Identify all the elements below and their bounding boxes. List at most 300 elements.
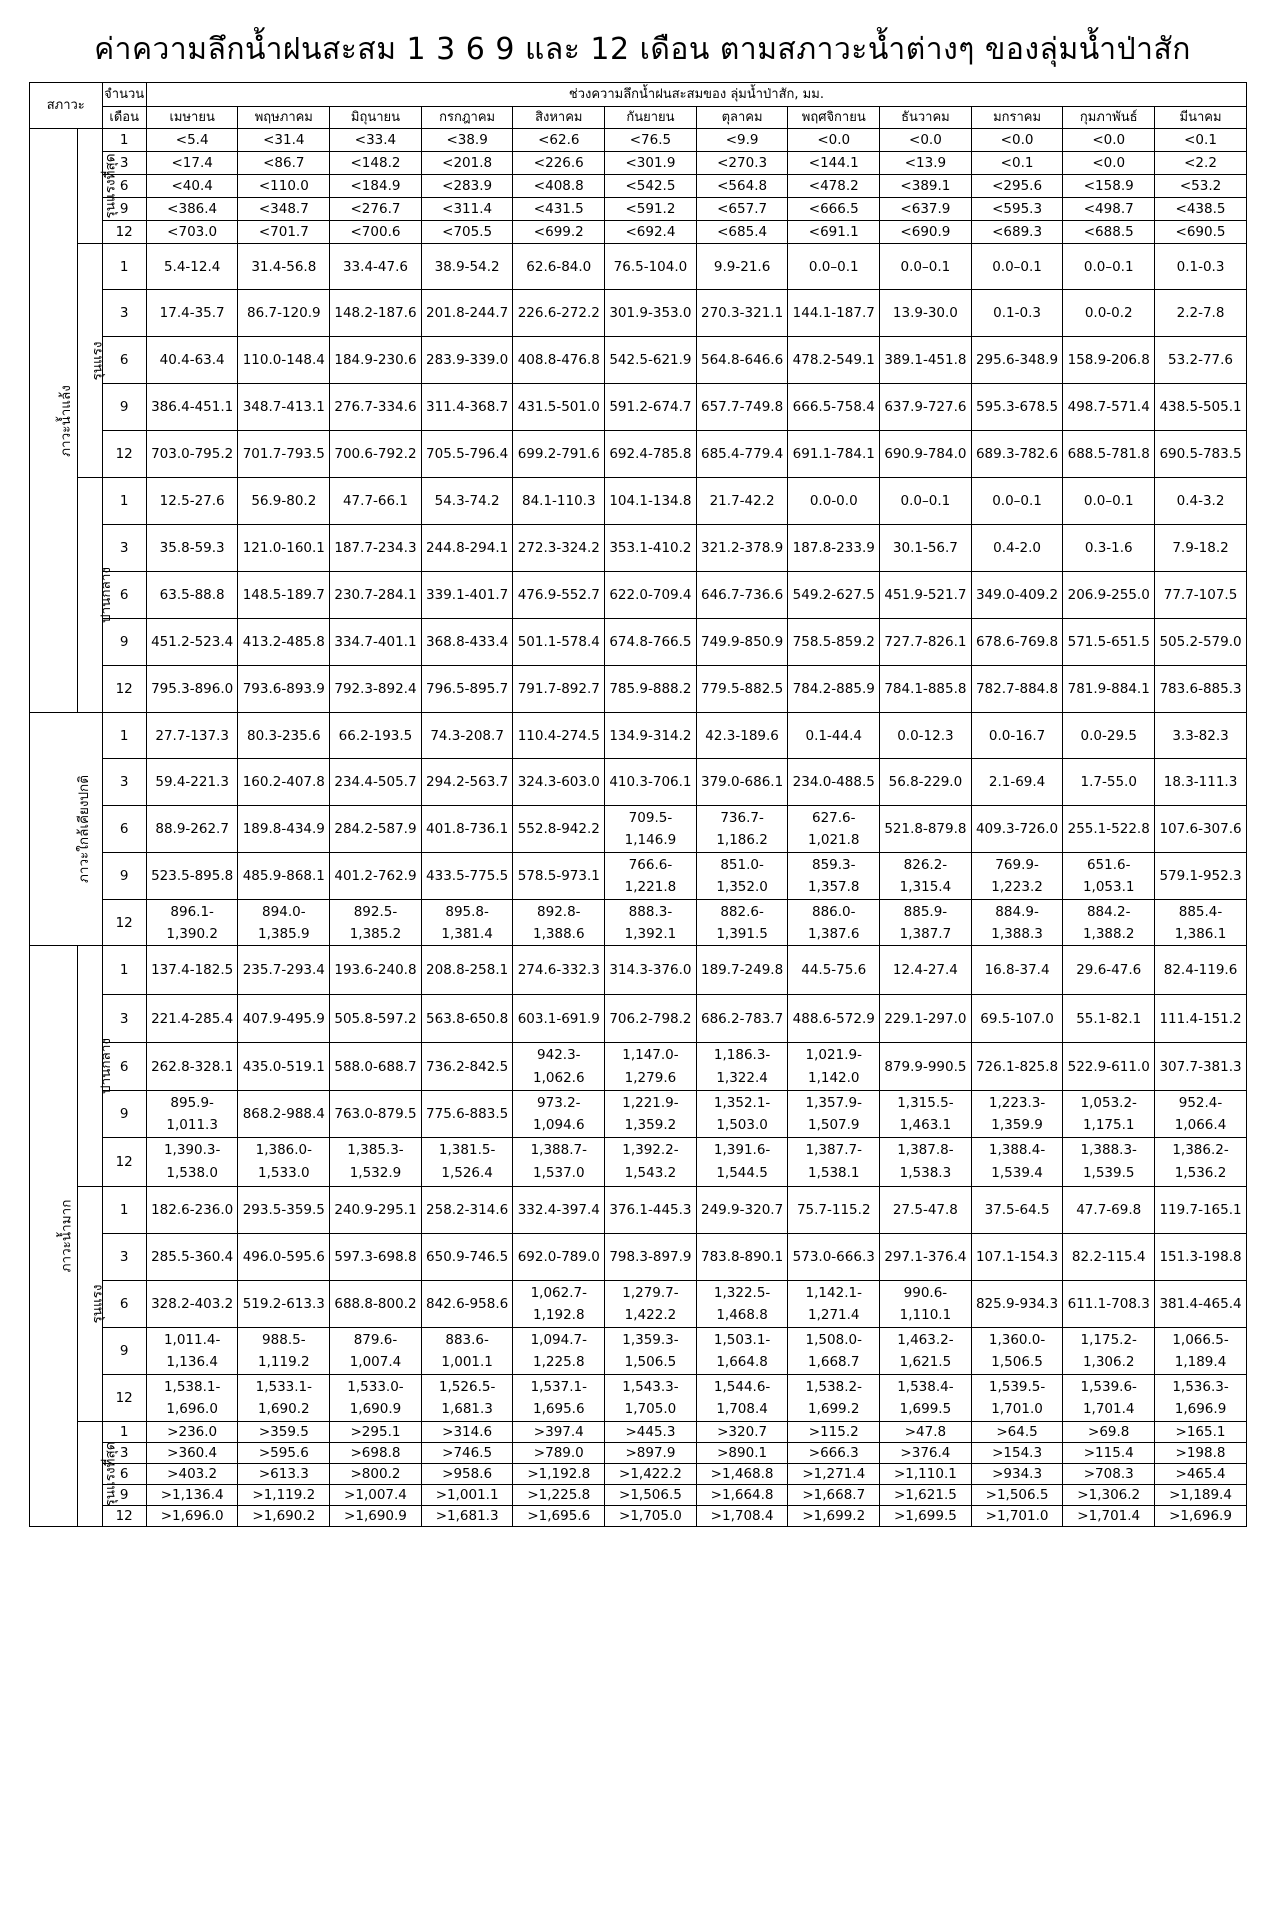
- rainfall-cell: 0.3-1.6: [1063, 525, 1155, 572]
- rainfall-cell: 55.1-82.1: [1063, 995, 1155, 1043]
- rainfall-cell: 42.3-189.6: [696, 713, 788, 759]
- rainfall-cell: 591.2-674.7: [605, 384, 697, 431]
- rainfall-cell: 0.4-3.2: [1155, 478, 1247, 525]
- rainfall-cell: >1,468.8: [696, 1464, 788, 1485]
- table-row: [30, 572, 1247, 619]
- rainfall-cell: 1,392.2- 1,543.2: [605, 1138, 697, 1187]
- rainfall-cell: 244.8-294.1: [421, 525, 513, 572]
- rainfall-cell: 0.0–0.1: [971, 244, 1063, 290]
- rainfall-cell: <201.8: [421, 152, 513, 175]
- rainfall-cell: 76.5-104.0: [605, 244, 697, 290]
- rainfall-cell: 522.9-611.0: [1063, 1043, 1155, 1091]
- rainfall-cell: 1,526.5- 1,681.3: [421, 1375, 513, 1422]
- rainfall-cell: <688.5: [1063, 221, 1155, 244]
- rainfall-cell: 295.6-348.9: [971, 337, 1063, 384]
- rainfall-cell: <17.4: [146, 152, 238, 175]
- rainfall-cell: >47.8: [880, 1422, 972, 1443]
- rainfall-cell: 184.9-230.6: [330, 337, 422, 384]
- rainfall-cell: <270.3: [696, 152, 788, 175]
- rainfall-cell: <0.1: [971, 152, 1063, 175]
- rainfall-cell: 74.3-208.7: [421, 713, 513, 759]
- rainfall-cell: 783.6-885.3: [1155, 666, 1247, 713]
- rainfall-cell: <184.9: [330, 175, 422, 198]
- month-count: 6: [102, 175, 146, 198]
- rainfall-cell: 651.6- 1,053.1: [1063, 853, 1155, 900]
- rainfall-cell: 9.9-21.6: [696, 244, 788, 290]
- rainfall-cell: 0.0-0.0: [788, 478, 880, 525]
- rainfall-cell: >115.2: [788, 1422, 880, 1443]
- rainfall-cell: 685.4-779.4: [696, 431, 788, 478]
- rainfall-cell: 657.7-749.8: [696, 384, 788, 431]
- rainfall-cell: 1,391.6- 1,544.5: [696, 1138, 788, 1187]
- rainfall-cell: 879.6- 1,007.4: [330, 1328, 422, 1375]
- rainfall-cell: <86.7: [238, 152, 330, 175]
- rainfall-cell: 334.7-401.1: [330, 619, 422, 666]
- month-count: 3: [102, 290, 146, 337]
- month-count: 9: [102, 853, 146, 900]
- rainfall-cell: 769.9- 1,223.2: [971, 853, 1063, 900]
- month-count: 12: [102, 666, 146, 713]
- rainfall-cell: >1,690.2: [238, 1506, 330, 1527]
- table-row: [30, 1375, 1247, 1422]
- rainfall-cell: 234.0-488.5: [788, 759, 880, 806]
- rainfall-cell: 782.7-884.8: [971, 666, 1063, 713]
- page-title: ค่าความลึกน้ำฝนสะสม 1 3 6 9 และ 12 เดือน ตามสภาวะน้ำต่างๆ ของลุ่มน้ำป่าสัก: [94, 32, 1191, 67]
- rainfall-cell: 791.7-892.7: [513, 666, 605, 713]
- rainfall-cell: >1,664.8: [696, 1485, 788, 1506]
- rainfall-cell: >698.8: [330, 1443, 422, 1464]
- rainfall-cell: 784.1-885.8: [880, 666, 972, 713]
- rainfall-cell: 285.5-360.4: [146, 1234, 238, 1281]
- header-month: สิงหาคม: [513, 107, 605, 129]
- rainfall-cell: 249.9-320.7: [696, 1187, 788, 1234]
- rainfall-cell: 552.8-942.2: [513, 806, 605, 853]
- rainfall-cell: 294.2-563.7: [421, 759, 513, 806]
- rainfall-cell: 749.9-850.9: [696, 619, 788, 666]
- rainfall-cell: 17.4-35.7: [146, 290, 238, 337]
- table-row: [30, 946, 1247, 995]
- rainfall-cell: 706.2-798.2: [605, 995, 697, 1043]
- rainfall-cell: 226.6-272.2: [513, 290, 605, 337]
- rainfall-cell: 1,543.3- 1,705.0: [605, 1375, 697, 1422]
- rainfall-cell: 27.5-47.8: [880, 1187, 972, 1234]
- rainfall-cell: 0.0-29.5: [1063, 713, 1155, 759]
- rainfall-cell: 40.4-63.4: [146, 337, 238, 384]
- rainfall-cell: 255.1-522.8: [1063, 806, 1155, 853]
- rainfall-cell: 709.5- 1,146.9: [605, 806, 697, 853]
- rainfall-cell: <295.6: [971, 175, 1063, 198]
- rainfall-cell: 206.9-255.0: [1063, 572, 1155, 619]
- rainfall-cell: 521.8-879.8: [880, 806, 972, 853]
- rainfall-cell: 0.0–0.1: [788, 244, 880, 290]
- rainfall-cell: 666.5-758.4: [788, 384, 880, 431]
- rainfall-cell: 736.7- 1,186.2: [696, 806, 788, 853]
- header-month: ตุลาคม: [696, 107, 788, 129]
- rainfall-cell: <110.0: [238, 175, 330, 198]
- rainfall-cell: 1.7-55.0: [1063, 759, 1155, 806]
- rainfall-cell: 825.9-934.3: [971, 1281, 1063, 1328]
- month-count: 1: [102, 946, 146, 995]
- rainfall-cell: 1,175.2- 1,306.2: [1063, 1328, 1155, 1375]
- rainfall-cell: 187.8-233.9: [788, 525, 880, 572]
- rainfall-cell: <144.1: [788, 152, 880, 175]
- rainfall-cell: 523.5-895.8: [146, 853, 238, 900]
- rainfall-cell: 1,508.0- 1,668.7: [788, 1328, 880, 1375]
- rainfall-cell: 622.0-709.4: [605, 572, 697, 619]
- month-count: 1: [102, 129, 146, 152]
- rainfall-cell: 258.2-314.6: [421, 1187, 513, 1234]
- rainfall-cell: >397.4: [513, 1422, 605, 1443]
- rainfall-cell: >958.6: [421, 1464, 513, 1485]
- rainfall-cell: 578.5-973.1: [513, 853, 605, 900]
- rainfall-cell: >708.3: [1063, 1464, 1155, 1485]
- rainfall-cell: 82.4-119.6: [1155, 946, 1247, 995]
- rainfall-cell: 62.6-84.0: [513, 244, 605, 290]
- rainfall-cell: 505.2-579.0: [1155, 619, 1247, 666]
- rainfall-cell: 564.8-646.6: [696, 337, 788, 384]
- rainfall-cell: 66.2-193.5: [330, 713, 422, 759]
- rainfall-cell: 119.7-165.1: [1155, 1187, 1247, 1234]
- table-row: [30, 759, 1247, 806]
- header-count-top: จำนวน: [102, 83, 146, 107]
- rainfall-cell: 272.3-324.2: [513, 525, 605, 572]
- rainfall-cell: 519.2-613.3: [238, 1281, 330, 1328]
- rainfall-cell: 193.6-240.8: [330, 946, 422, 995]
- rainfall-cell: 107.1-154.3: [971, 1234, 1063, 1281]
- rainfall-cell: 21.7-42.2: [696, 478, 788, 525]
- rainfall-cell: <690.9: [880, 221, 972, 244]
- rainfall-cell: 1,360.0- 1,506.5: [971, 1328, 1063, 1375]
- rainfall-cell: >1,621.5: [880, 1485, 972, 1506]
- table-row: [30, 152, 1247, 175]
- rainfall-cell: 408.8-476.8: [513, 337, 605, 384]
- rainfall-cell: 201.8-244.7: [421, 290, 513, 337]
- rainfall-cell: <33.4: [330, 129, 422, 152]
- rainfall-cell: 240.9-295.1: [330, 1187, 422, 1234]
- rainfall-cell: 650.9-746.5: [421, 1234, 513, 1281]
- rainfall-cell: 868.2-988.4: [238, 1091, 330, 1138]
- rainfall-cell: <0.0: [971, 129, 1063, 152]
- rainfall-cell: 692.0-789.0: [513, 1234, 605, 1281]
- rainfall-cell: >64.5: [971, 1422, 1063, 1443]
- rainfall-cell: <700.6: [330, 221, 422, 244]
- month-count: 3: [102, 525, 146, 572]
- table-row: [30, 713, 1247, 759]
- rainfall-cell: <301.9: [605, 152, 697, 175]
- rainfall-cell: 27.7-137.3: [146, 713, 238, 759]
- rainfall-cell: 407.9-495.9: [238, 995, 330, 1043]
- rainfall-cell: 221.4-285.4: [146, 995, 238, 1043]
- rainfall-cell: 0.0–0.1: [880, 244, 972, 290]
- rainfall-cell: 438.5-505.1: [1155, 384, 1247, 431]
- month-count: 9: [102, 1328, 146, 1375]
- rainfall-cell: >359.5: [238, 1422, 330, 1443]
- header-month: กุมภาพันธ์: [1063, 107, 1155, 129]
- rainfall-cell: 386.4-451.1: [146, 384, 238, 431]
- rainfall-cell: >1,699.2: [788, 1506, 880, 1527]
- header-month: พฤศจิกายน: [788, 107, 880, 129]
- rainfall-cell: 56.8-229.0: [880, 759, 972, 806]
- header-month: กันยายน: [605, 107, 697, 129]
- table-row: [30, 129, 1247, 152]
- rainfall-cell: 69.5-107.0: [971, 995, 1063, 1043]
- subgroup-label: ปานกลาง: [78, 478, 102, 713]
- group-label: ภาวะใกล้เคียงปกติ: [30, 713, 103, 946]
- rainfall-cell: 1,538.4- 1,699.5: [880, 1375, 972, 1422]
- rainfall-cell: 496.0-595.6: [238, 1234, 330, 1281]
- month-count: 6: [102, 806, 146, 853]
- rainfall-cell: 700.6-792.2: [330, 431, 422, 478]
- rainfall-cell: 0.4-2.0: [971, 525, 1063, 572]
- rainfall-cell: 795.3-896.0: [146, 666, 238, 713]
- header-month: มกราคม: [971, 107, 1063, 129]
- rainfall-cell: 1,537.1- 1,695.6: [513, 1375, 605, 1422]
- table-row: [30, 198, 1247, 221]
- rainfall-cell: >403.2: [146, 1464, 238, 1485]
- rainfall-cell: 736.2-842.5: [421, 1043, 513, 1091]
- rainfall-cell: <158.9: [1063, 175, 1155, 198]
- rainfall-cell: <595.3: [971, 198, 1063, 221]
- rainfall-cell: 0.0–0.1: [1063, 478, 1155, 525]
- rainfall-cell: 33.4-47.6: [330, 244, 422, 290]
- rainfall-cell: >445.3: [605, 1422, 697, 1443]
- month-count: 3: [102, 759, 146, 806]
- table-row: [30, 619, 1247, 666]
- rainfall-table: [29, 82, 1247, 1527]
- table-row: [30, 337, 1247, 384]
- table-row: [30, 1506, 1247, 1527]
- rainfall-cell: 571.5-651.5: [1063, 619, 1155, 666]
- rainfall-cell: >897.9: [605, 1443, 697, 1464]
- rainfall-cell: 775.6-883.5: [421, 1091, 513, 1138]
- rainfall-cell: 597.3-698.8: [330, 1234, 422, 1281]
- table-row: [30, 175, 1247, 198]
- rainfall-cell: 792.3-892.4: [330, 666, 422, 713]
- rainfall-cell: 189.8-434.9: [238, 806, 330, 853]
- rainfall-cell: 348.7-413.1: [238, 384, 330, 431]
- month-count: 3: [102, 1443, 146, 1464]
- rainfall-cell: 595.3-678.5: [971, 384, 1063, 431]
- rainfall-cell: 895.8- 1,381.4: [421, 900, 513, 946]
- rainfall-cell: 678.6-769.8: [971, 619, 1063, 666]
- rainfall-cell: 894.0- 1,385.9: [238, 900, 330, 946]
- rainfall-cell: 235.7-293.4: [238, 946, 330, 995]
- rainfall-cell: 148.2-187.6: [330, 290, 422, 337]
- rainfall-cell: 896.1- 1,390.2: [146, 900, 238, 946]
- rainfall-cell: 885.4- 1,386.1: [1155, 900, 1247, 946]
- rainfall-cell: 692.4-785.8: [605, 431, 697, 478]
- table-row: [30, 1281, 1247, 1328]
- table-row: [30, 478, 1247, 525]
- rainfall-cell: 47.7-66.1: [330, 478, 422, 525]
- group-label: ภาวะน้ำแล้ง: [30, 129, 78, 713]
- rainfall-cell: 501.1-578.4: [513, 619, 605, 666]
- rainfall-cell: 0.0–0.1: [1063, 244, 1155, 290]
- rainfall-cell: 270.3-321.1: [696, 290, 788, 337]
- rainfall-cell: 151.3-198.8: [1155, 1234, 1247, 1281]
- rainfall-cell: 328.2-403.2: [146, 1281, 238, 1328]
- rainfall-cell: 785.9-888.2: [605, 666, 697, 713]
- rainfall-cell: 110.0-148.4: [238, 337, 330, 384]
- rainfall-cell: <0.1: [1155, 129, 1247, 152]
- rainfall-cell: 686.2-783.7: [696, 995, 788, 1043]
- rainfall-cell: 104.1-134.8: [605, 478, 697, 525]
- table-row: [30, 525, 1247, 572]
- rainfall-cell: 0.0–0.1: [971, 478, 1063, 525]
- rainfall-cell: 160.2-407.8: [238, 759, 330, 806]
- rainfall-cell: 35.8-59.3: [146, 525, 238, 572]
- rainfall-cell: 942.3- 1,062.6: [513, 1043, 605, 1091]
- rainfall-cell: 332.4-397.4: [513, 1187, 605, 1234]
- rainfall-cell: 144.1-187.7: [788, 290, 880, 337]
- rainfall-cell: <76.5: [605, 129, 697, 152]
- rainfall-cell: <31.4: [238, 129, 330, 152]
- rainfall-cell: 0.1-0.3: [1155, 244, 1247, 290]
- rainfall-cell: 389.1-451.8: [880, 337, 972, 384]
- rainfall-cell: <0.0: [1063, 129, 1155, 152]
- month-count: 6: [102, 1464, 146, 1485]
- rainfall-cell: 30.1-56.7: [880, 525, 972, 572]
- rainfall-cell: >1,668.7: [788, 1485, 880, 1506]
- rainfall-cell: >1,422.2: [605, 1464, 697, 1485]
- rainfall-cell: 689.3-782.6: [971, 431, 1063, 478]
- rainfall-cell: 1,388.3- 1,539.5: [1063, 1138, 1155, 1187]
- rainfall-cell: <438.5: [1155, 198, 1247, 221]
- subgroup-label: รุนแรงที่สุด: [78, 1422, 102, 1527]
- rainfall-cell: 637.9-727.6: [880, 384, 972, 431]
- rainfall-cell: 274.6-332.3: [513, 946, 605, 995]
- rainfall-cell: >154.3: [971, 1443, 1063, 1464]
- rainfall-cell: <685.4: [696, 221, 788, 244]
- rainfall-cell: 1,279.7- 1,422.2: [605, 1281, 697, 1328]
- rainfall-cell: 674.8-766.5: [605, 619, 697, 666]
- rainfall-cell: 549.2-627.5: [788, 572, 880, 619]
- rainfall-cell: 381.4-465.4: [1155, 1281, 1247, 1328]
- table-row: [30, 1485, 1247, 1506]
- rainfall-cell: >69.8: [1063, 1422, 1155, 1443]
- rainfall-cell: <542.5: [605, 175, 697, 198]
- rainfall-cell: <53.2: [1155, 175, 1247, 198]
- rainfall-cell: 485.9-868.1: [238, 853, 330, 900]
- subgroup-label: รุนแรง: [78, 1187, 102, 1422]
- month-count: 1: [102, 244, 146, 290]
- rainfall-cell: 1,011.4- 1,136.4: [146, 1328, 238, 1375]
- header-month: มิถุนายน: [330, 107, 422, 129]
- rainfall-cell: 29.6-47.6: [1063, 946, 1155, 995]
- rainfall-cell: >1,696.0: [146, 1506, 238, 1527]
- rainfall-cell: 1,094.7- 1,225.8: [513, 1328, 605, 1375]
- rainfall-cell: 37.5-64.5: [971, 1187, 1063, 1234]
- rainfall-cell: >1,708.4: [696, 1506, 788, 1527]
- rainfall-cell: 47.7-69.8: [1063, 1187, 1155, 1234]
- rainfall-cell: 297.1-376.4: [880, 1234, 972, 1281]
- rainfall-cell: 885.9- 1,387.7: [880, 900, 972, 946]
- rainfall-cell: 1,381.5- 1,526.4: [421, 1138, 513, 1187]
- rainfall-cell: 646.7-736.6: [696, 572, 788, 619]
- table-row: [30, 1187, 1247, 1234]
- rainfall-cell: 796.5-895.7: [421, 666, 513, 713]
- rainfall-cell: 793.6-893.9: [238, 666, 330, 713]
- rainfall-cell: 376.1-445.3: [605, 1187, 697, 1234]
- rainfall-cell: 1,539.6- 1,701.4: [1063, 1375, 1155, 1422]
- rainfall-cell: 307.7-381.3: [1155, 1043, 1247, 1091]
- month-count: 6: [102, 572, 146, 619]
- rainfall-cell: 1,352.1- 1,503.0: [696, 1091, 788, 1138]
- table-row: [30, 1091, 1247, 1138]
- rainfall-cell: >1,690.9: [330, 1506, 422, 1527]
- rainfall-cell: 148.5-189.7: [238, 572, 330, 619]
- rainfall-cell: 182.6-236.0: [146, 1187, 238, 1234]
- rainfall-cell: 1,386.2- 1,536.2: [1155, 1138, 1247, 1187]
- rainfall-cell: 12.4-27.4: [880, 946, 972, 995]
- rainfall-cell: <5.4: [146, 129, 238, 152]
- rainfall-cell: 1,221.9- 1,359.2: [605, 1091, 697, 1138]
- rainfall-cell: 726.1-825.8: [971, 1043, 1063, 1091]
- rainfall-cell: 779.5-882.5: [696, 666, 788, 713]
- rainfall-cell: >236.0: [146, 1422, 238, 1443]
- rainfall-cell: 0.0-0.2: [1063, 290, 1155, 337]
- month-count: 9: [102, 384, 146, 431]
- rainfall-cell: >789.0: [513, 1443, 605, 1464]
- rainfall-cell: 110.4-274.5: [513, 713, 605, 759]
- month-count: 12: [102, 1138, 146, 1187]
- rainfall-cell: 688.8-800.2: [330, 1281, 422, 1328]
- month-count: 1: [102, 1187, 146, 1234]
- rainfall-cell: 86.7-120.9: [238, 290, 330, 337]
- rainfall-cell: 763.0-879.5: [330, 1091, 422, 1138]
- rainfall-cell: 973.2- 1,094.6: [513, 1091, 605, 1138]
- month-count: 3: [102, 152, 146, 175]
- rainfall-cell: 121.0-160.1: [238, 525, 330, 572]
- rainfall-cell: 80.3-235.6: [238, 713, 330, 759]
- rainfall-cell: >295.1: [330, 1422, 422, 1443]
- rainfall-cell: 401.2-762.9: [330, 853, 422, 900]
- rainfall-cell: <657.7: [696, 198, 788, 221]
- rainfall-cell: 611.1-708.3: [1063, 1281, 1155, 1328]
- month-count: 9: [102, 1091, 146, 1138]
- rainfall-cell: 293.5-359.5: [238, 1187, 330, 1234]
- subgroup-label: ปานกลาง: [78, 946, 102, 1187]
- rainfall-cell: 1,536.3- 1,696.9: [1155, 1375, 1247, 1422]
- rainfall-cell: 53.2-77.6: [1155, 337, 1247, 384]
- rainfall-cell: 988.5- 1,119.2: [238, 1328, 330, 1375]
- rainfall-cell: 3.3-82.3: [1155, 713, 1247, 759]
- rainfall-cell: 401.8-736.1: [421, 806, 513, 853]
- rainfall-cell: >1,696.9: [1155, 1506, 1247, 1527]
- rainfall-cell: 1,357.9- 1,507.9: [788, 1091, 880, 1138]
- rainfall-cell: <311.4: [421, 198, 513, 221]
- rainfall-cell: <38.9: [421, 129, 513, 152]
- rainfall-cell: 339.1-401.7: [421, 572, 513, 619]
- month-count: 6: [102, 1043, 146, 1091]
- month-count: 9: [102, 619, 146, 666]
- table-row: [30, 853, 1247, 900]
- rainfall-cell: <283.9: [421, 175, 513, 198]
- rainfall-cell: 990.6- 1,110.1: [880, 1281, 972, 1328]
- rainfall-cell: 321.2-378.9: [696, 525, 788, 572]
- rainfall-cell: 82.2-115.4: [1063, 1234, 1155, 1281]
- header-month: กรกฎาคม: [421, 107, 513, 129]
- rainfall-cell: <431.5: [513, 198, 605, 221]
- rainfall-cell: 798.3-897.9: [605, 1234, 697, 1281]
- rainfall-cell: 892.5- 1,385.2: [330, 900, 422, 946]
- rainfall-cell: 1,147.0- 1,279.6: [605, 1043, 697, 1091]
- rainfall-cell: >1,705.0: [605, 1506, 697, 1527]
- table-row: [30, 995, 1247, 1043]
- month-count: 6: [102, 337, 146, 384]
- table-row: [30, 900, 1247, 946]
- rainfall-cell: >1,699.5: [880, 1506, 972, 1527]
